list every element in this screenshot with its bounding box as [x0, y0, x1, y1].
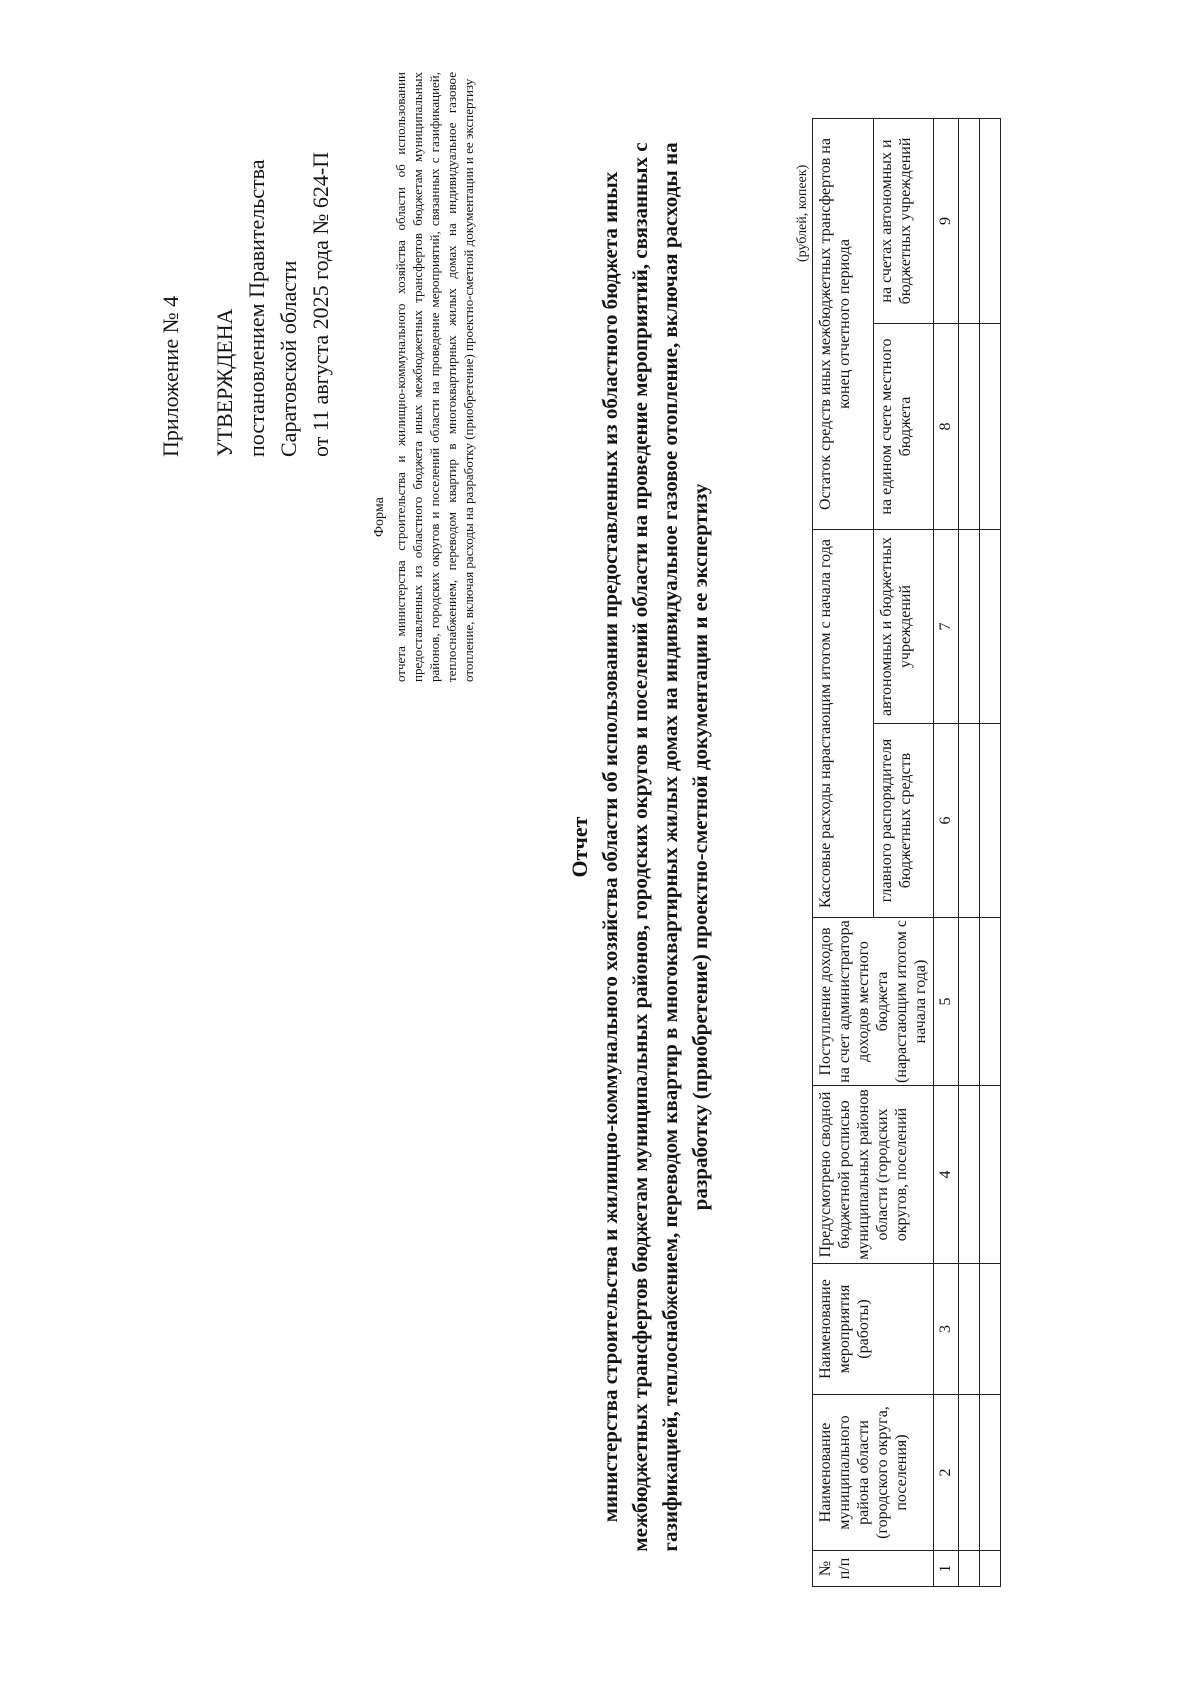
table-cell	[959, 324, 980, 530]
table-cell	[980, 1264, 1001, 1395]
column-number: 2	[934, 1395, 959, 1551]
table-row	[980, 118, 1001, 1586]
report-title: Отчет	[567, 816, 592, 878]
table-cell	[959, 118, 980, 323]
table-cell	[980, 918, 1001, 1086]
units-label: (рублей, копеек)	[795, 164, 810, 262]
table-cell	[980, 1551, 1001, 1587]
appendix-block	[155, 57, 337, 457]
header-main-manager: главного распорядителя бюджетных средств	[873, 724, 934, 918]
table-cell	[959, 724, 980, 918]
table-cell	[980, 1395, 1001, 1551]
table-cell	[959, 1395, 980, 1551]
report-subtitle: министерства строительства и жилищно-коммунального хозяйства области об использовании предоставленных из областного бюджета иных межбюджетных трансфертов бюджетам муниципальных районов, городских округов и поселений области на проведение мероприятий, связанных с газификацией, теплоснабжением, переводом квартир в многоквартирных жилых домах на индивидуальное газовое отопление, включая расходы на разработку (приобретение) проектно-сметной документации и ее экспертизу	[598, 142, 712, 1552]
table-cell	[959, 1264, 980, 1395]
header-institutions-cash: автономных и бюджетных учреждений	[873, 530, 934, 724]
report-heading	[565, 137, 715, 1557]
region-line: Саратовской области	[276, 260, 301, 457]
approved-label: УТВЕРЖДЕНА	[212, 308, 237, 457]
table-cell	[959, 530, 980, 724]
table-cell	[959, 918, 980, 1086]
column-number: 6	[934, 724, 959, 918]
column-number: 1	[934, 1551, 959, 1587]
appendix-title: Приложение № 4	[158, 295, 183, 457]
table-cell	[980, 530, 1001, 724]
column-number: 4	[934, 1086, 959, 1264]
table-cell	[980, 1086, 1001, 1264]
header-planned: Предусмотрено сводной бюджетной росписью муниципальных районов области (городских округов, поселений	[813, 1086, 934, 1264]
header-row-main	[813, 118, 874, 1586]
decree-date-line: от 11 августа 2025 года № 624-П	[308, 151, 333, 457]
table-row	[959, 118, 980, 1586]
header-number: № п/п	[813, 1551, 934, 1587]
header-measure: Наименование мероприятия (работы)	[813, 1264, 934, 1395]
column-number: 7	[934, 530, 959, 724]
table-cell	[959, 1086, 980, 1264]
approved-by-line: постановлением Правительства	[244, 159, 269, 457]
report-table	[812, 118, 1001, 1587]
column-number: 8	[934, 324, 959, 530]
column-number: 9	[934, 118, 959, 323]
header-revenue: Поступление доходов на счет администратора доходов местного бюджета (нарастающим итогом с начала года)	[813, 918, 934, 1086]
header-municipality: Наименование муниципального района области (городского округа, поселения)	[813, 1395, 934, 1551]
table-cell	[959, 1551, 980, 1587]
header-balance: Остаток средств иных межбюджетных трансфертов на конец отчетного периода	[813, 118, 874, 529]
form-description: отчета министерства строительства и жилищно-коммунального хозяйства области об использовании предоставленных из областного бюджета иных межбюджетных трансфертов бюджетам муниципальных районов, городских округов и поселений области на проведение мероприятий, связанных с газификацией, теплоснабжением, переводом квартир в многоквартирных жилых домах на индивидуальное газовое отопление, включая расходы на разработку (приобретение) проектно-сметной документации и ее экспертизу	[393, 72, 476, 682]
table-cell	[980, 118, 1001, 323]
header-single-account: на едином счете местного бюджета	[873, 324, 934, 530]
column-number: 5	[934, 918, 959, 1086]
column-number: 3	[934, 1264, 959, 1395]
column-number-row	[934, 118, 959, 1586]
table-cell	[980, 324, 1001, 530]
header-institutions-accounts: на счетах автономных и бюджетных учреждений	[873, 118, 934, 323]
table-cell	[980, 724, 1001, 918]
header-cash-expenses: Кассовые расходы нарастающим итогом с начала года	[813, 530, 874, 918]
form-label: Форма	[372, 497, 387, 537]
